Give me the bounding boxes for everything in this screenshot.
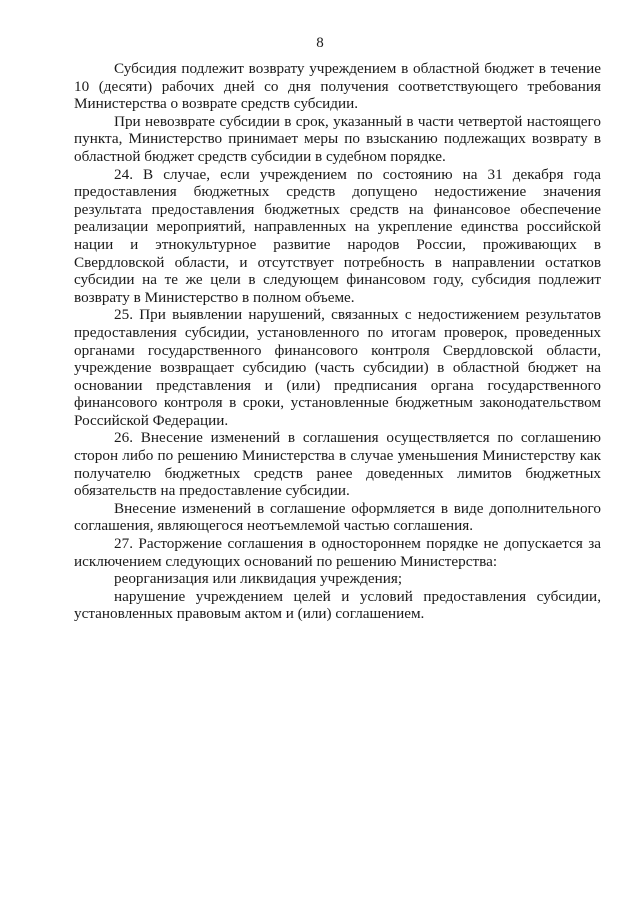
paragraph-clause-27: 27. Расторжение соглашения в одностороннем порядке не допускается за исключением следующих оснований по решению Министерства: bbox=[74, 535, 601, 570]
paragraph-subsidy-return-term: Субсидия подлежит возврату учреждением в областной бюджет в течение 10 (десяти) рабочих дней со дня получения соответствующего требования Министерства о возврате средств субсидии. bbox=[74, 60, 601, 113]
document-body bbox=[74, 60, 601, 623]
paragraph-non-return-enforcement: При невозврате субсидии в срок, указанный в части четвертой настоящего пункта, Министерство принимает меры по взысканию подлежащих возврату в областной бюджет средств субсидии в судебном порядке. bbox=[74, 112, 601, 165]
paragraph-ground-reorganization: реорганизация или ликвидация учреждения; bbox=[114, 570, 403, 588]
paragraph-clause-24: 24. В случае, если учреждением по состоянию на 31 декабря года предоставления бюджетных средств допущено недостижение значения результата предоставления бюджетных средств на финансовое обеспечение реализации мероприятий, направленных на укрепление единства российской нации и этнокультурное развитие народов России, проживающих в Свердловской области, и отсутствует потребность в направлении остатков субсидии на те же цели в следующем финансовом году, субсидия подлежит возврату в Министерство в полном объеме. bbox=[74, 165, 601, 306]
page-number: 8 bbox=[316, 35, 324, 51]
paragraph-clause-25: 25. При выявлении нарушений, связанных с недостижением результатов предоставления субсидии, установленного по итогам проверок, проведенных органами государственного финансового контроля Свердловской области, учреждение возвращает субсидию (часть субсидии) в областной бюджет на основании представления и (или) предписания органа государственного финансового контроля в сроки, установленные бюджетным законодательством Российской Федерации. bbox=[74, 306, 601, 429]
paragraph-ground-violation: нарушение учреждением целей и условий предоставления субсидии, установленных правовым актом и (или) соглашением. bbox=[74, 587, 601, 623]
paragraph-clause-26: 26. Внесение изменений в соглашения осуществляется по соглашению сторон либо по решению Министерства в случае уменьшения Министерству как получателю бюджетных средств ранее доведенных лимитов бюджетных обязательств на предоставление субсидии. bbox=[74, 429, 601, 500]
paragraph-amendment-form: Внесение изменений в соглашение оформляется в виде дополнительного соглашения, являющегося неотъемлемой частью соглашения. bbox=[74, 499, 601, 535]
